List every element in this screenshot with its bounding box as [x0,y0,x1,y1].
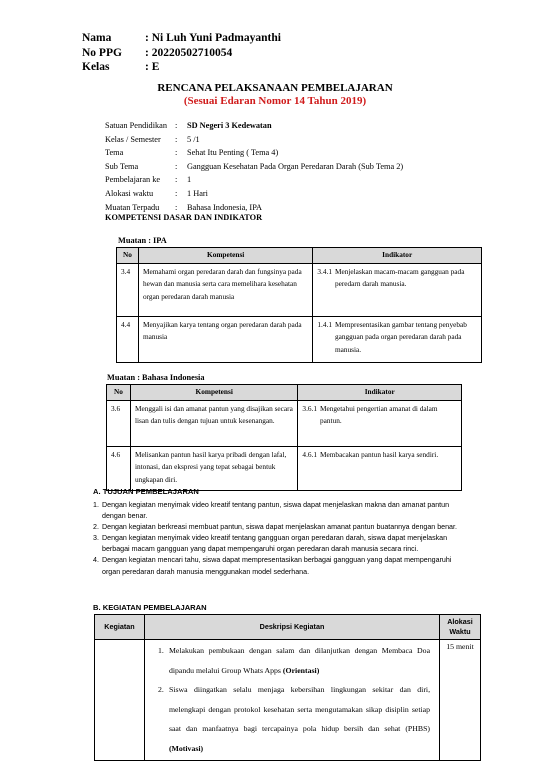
list-item [93,555,461,577]
info-colon: : [175,148,178,158]
document-subtitle: (Sesuai Edaran Nomor 14 Tahun 2019) [183,95,367,107]
table-row [107,400,462,446]
info-key: Kelas / Semester [105,134,161,144]
info-colon: : [175,175,178,185]
col-header-deskripsi: Deskripsi Kegiatan [144,615,439,640]
cell-kompetensi: Memahami organ peredaran darah dan fungsinya pada hewan dan manusia serta cara memelihara kesehatan organ peredaran darah manusia [138,263,312,316]
cell-no: 3.4 [117,263,139,316]
cell-indikator [298,446,462,490]
kegiatan-table [94,614,481,761]
cell-kompetensi: Melisankan pantun hasil karya pribadi dengan lafal, intonasi, dan ekspresi yang tepat sebagai bentuk ungkapan diri. [130,446,297,490]
info-colon: : [175,161,178,171]
list-item [93,533,461,555]
info-value: SD Negeri 3 Kedewatan [187,121,272,130]
indikator-text: Menjelaskan macam-macam gangguan pada peredarn darah manusia. [334,266,465,289]
info-key: Satuan Pendidikan [105,121,167,130]
info-colon: : [175,121,178,130]
cell-indikator [298,400,462,446]
info-colon: : [175,202,178,212]
table-row [107,446,462,490]
cell-kompetensi: Menyajikan karya tentang organ peredaran darah pada manusia [138,316,312,362]
info-value: Bahasa Indonesia, IPA [187,202,263,212]
info-row [105,119,403,133]
info-value: Gangguan Kesehatan Pada Organ Peredaran Darah (Sub Tema 2) [187,161,404,171]
info-key: Tema [105,148,124,158]
col-header-alokasi: Alokasi Waktu [440,615,481,640]
list-item [93,500,461,522]
info-row [105,146,403,160]
info-value: 1 [187,175,192,185]
cell-indikator [313,316,482,362]
identity-label: Kelas [82,61,110,73]
info-row [105,173,403,187]
identity-block [82,31,281,75]
table-header-row [95,615,481,640]
cell-kompetensi: Menggali isi dan amanat pantun yang disajikan secara lisan dan tulis dengan tujuan untuk kesenangan. [130,400,297,446]
cell-no: 4.4 [117,316,139,362]
col-header-no: No [117,248,139,264]
identity-row-nama [82,31,281,46]
info-block [105,119,403,214]
info-key: Sub Tema [105,161,139,171]
list-item [158,641,430,680]
identity-value: : Ni Luh Yuni Padmayanthi [145,32,281,44]
col-header-kompetensi: Kompetensi [130,385,297,401]
info-value: 1 Hari [187,188,208,198]
list-item [93,522,461,533]
list-item [158,680,430,758]
list-number: 3. [93,534,99,543]
info-value: 5 /1 [187,134,200,144]
list-text: Dengan kegiatan menyimak video kreatif tentang gangguan organ peredaran darah, siswa dapat menjelaskan berbagai macam gangguan yang dapat mempengaruhi organ peredaran darah manusia secara rinci. [102,534,448,554]
info-row [105,187,403,201]
info-row [105,160,403,174]
document-title: RENCANA PELAKSANAAN PEMBELAJARAN [157,82,393,94]
indikator-number: 3.6.1 [302,403,318,413]
list-text-bold: (Orientasi) [282,665,320,675]
cell-no: 4.6 [107,446,131,490]
section-a-heading: A. TUJUAN PEMBELAJARAN [93,487,199,496]
table-row [95,640,481,761]
table-row [117,316,482,362]
col-header-no: No [107,385,131,401]
bindo-table [106,384,462,491]
indikator-number: 3.4.1 [317,266,332,276]
tujuan-list [93,500,461,578]
cell-indikator [313,263,482,316]
identity-value: : 20220502710054 [145,46,233,59]
list-text: Dengan kegiatan menyimak video kreatif tentang pantun, siswa dapat menjelaskan makna dan amanat pantun dengan benar. [102,501,450,521]
muatan-bindo-label: Muatan : Bahasa Indonesia [107,373,205,382]
info-colon: : [175,188,178,198]
info-value: Sehat Itu Penting ( Tema 4) [187,148,279,158]
list-text-bold: (Motivasi) [168,743,204,753]
identity-value: : E [145,61,160,73]
info-colon: : [175,134,178,144]
ipa-table [116,247,482,363]
cell-no: 3.6 [107,400,131,446]
info-row [105,133,403,147]
table-header-row [107,385,462,401]
col-header-indikator: Indikator [313,248,482,264]
identity-label: Nama [82,32,112,44]
indikator-text: Mempresentasikan gambar tentang penyebab gangguan pada organ peredaran darah pada manusia. [334,319,467,354]
list-text: Siswa diingatkan selalu menjaga kebersihan lingkungan sekitar dan diri, melengkapi dengan protokol kesehatan serta mengutamakan sikap disiplin setiap saat dan manfaatnya bagi tercapainya pola hidup bersih dan sehat (PHBS) [168,685,431,734]
kd-heading: KOMPETENSI DASAR DAN INDIKATOR [105,213,263,222]
info-key: Alokasi waktu [105,188,154,198]
identity-label: No PPG [82,46,122,59]
col-header-indikator: Indikator [298,385,462,401]
list-number: 1. [157,646,164,655]
col-header-kegiatan: Kegiatan [95,615,145,640]
col-header-kompetensi: Kompetensi [138,248,312,264]
cell-kegiatan [95,640,145,761]
cell-deskripsi [144,640,439,761]
list-text: Melakukan pembukaan dengan salam dan dilanjutkan dengan Membaca Doa dipandu melalui Group Whats Apps [168,646,431,675]
table-header-row [117,248,482,264]
indikator-text: Membacakan pantun hasil karya sendiri. [320,449,439,459]
indikator-text: Mengetahui pengertian amanat di dalam pantun. [320,403,438,426]
cell-alokasi: 15 menit [440,640,481,761]
info-key: Muatan Terpadu [105,202,160,212]
info-key: Pembelajaran ke [105,175,161,185]
identity-row-ppg [82,46,281,61]
section-b-heading: B. KEGIATAN PEMBELAJARAN [93,603,207,612]
identity-row-kelas [82,60,281,75]
muatan-ipa-label: Muatan : IPA [118,236,167,245]
indikator-number: 4.6.1 [302,449,318,459]
list-number: 2. [157,685,164,695]
list-text: Dengan kegiatan berkreasi membuat pantun, siswa dapat menjelaskan amanat pantun buatannya dengan benar. [102,523,457,532]
indikator-number: 1.4.1 [317,319,332,329]
list-text: Dengan kegiatan mencari tahu, siswa dapat mempresentasikan berbagai gangguan yang dapat mempengaruhi organ peredaran darah manusia menggunakan model sederhana. [102,556,452,576]
table-row [117,263,482,316]
list-number: 1. [93,501,99,509]
list-number: 4. [93,556,99,565]
list-number: 2. [93,523,99,532]
